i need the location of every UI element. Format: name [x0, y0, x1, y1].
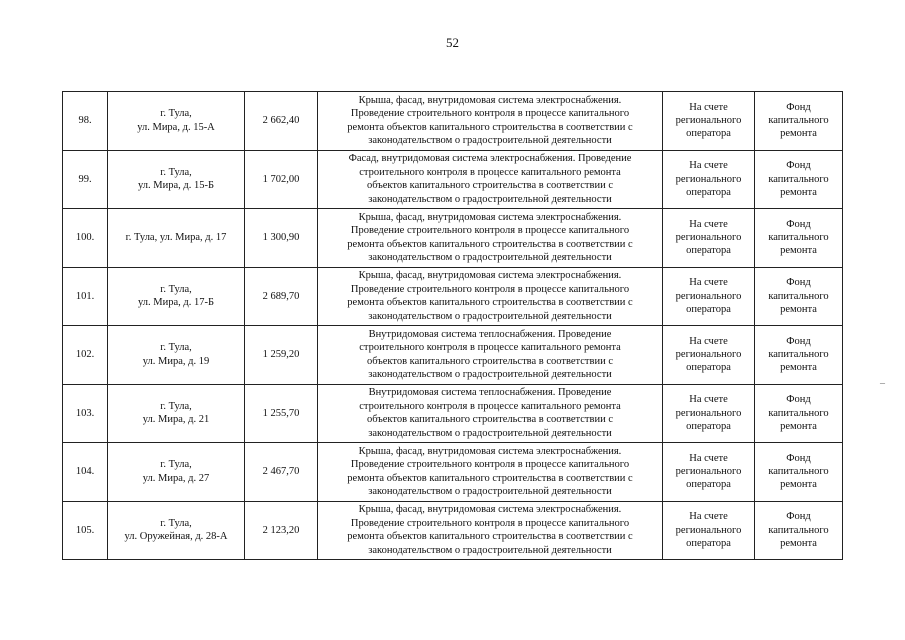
- address-cell: г. Тула, ул. Мира, д. 15-А: [108, 92, 245, 151]
- fund-cell: Фонд капитального ремонта: [755, 501, 843, 560]
- fund-cell: Фонд капитального ремонта: [755, 267, 843, 326]
- address-cell: г. Тула, ул. Мира, д. 15-Б: [108, 150, 245, 209]
- account-cell: На счете регионального оператора: [663, 443, 755, 502]
- amount-cell: 1 255,70: [245, 384, 318, 443]
- fund-cell: Фонд капитального ремонта: [755, 150, 843, 209]
- account-cell: На счете регионального оператора: [663, 267, 755, 326]
- row-number: 103.: [63, 384, 108, 443]
- row-number: 101.: [63, 267, 108, 326]
- fund-cell: Фонд капитального ремонта: [755, 209, 843, 268]
- row-number: 105.: [63, 501, 108, 560]
- table-row: [63, 209, 843, 268]
- work-description-cell: Крыша, фасад, внутридомовая система электроснабжения. Проведение строительного контроля в процессе капитального ремонта объектов капитального строительства в соответствии с законодательством о градостроительной деятельности: [318, 443, 663, 502]
- table-row: [63, 384, 843, 443]
- work-description-cell: Крыша, фасад, внутридомовая система электроснабжения. Проведение строительного контроля в процессе капитального ремонта объектов капитального строительства в соответствии с законодательством о градостроительной деятельности: [318, 501, 663, 560]
- row-number: 99.: [63, 150, 108, 209]
- work-description-cell: Крыша, фасад, внутридомовая система электроснабжения. Проведение строительного контроля в процессе капитального ремонта объектов капитального строительства в соответствии с законодательством о градостроительной деятельности: [318, 209, 663, 268]
- table-row: [63, 501, 843, 560]
- amount-cell: 1 259,20: [245, 326, 318, 385]
- table-row: [63, 267, 843, 326]
- work-description-cell: Крыша, фасад, внутридомовая система электроснабжения. Проведение строительного контроля в процессе капитального ремонта объектов капитального строительства в соответствии с законодательством о градостроительной деятельности: [318, 92, 663, 151]
- repair-program-table: [62, 91, 843, 560]
- fund-cell: Фонд капитального ремонта: [755, 443, 843, 502]
- page-number: 52: [446, 35, 459, 50]
- account-cell: На счете регионального оператора: [663, 150, 755, 209]
- amount-cell: 2 689,70: [245, 267, 318, 326]
- row-number: 100.: [63, 209, 108, 268]
- address-cell: г. Тула, ул. Мира, д. 21: [108, 384, 245, 443]
- table-row: [63, 443, 843, 502]
- work-description-cell: Внутридомовая система теплоснабжения. Проведение строительного контроля в процессе капитального ремонта объектов капитального строительства в соответствии с законодательством о градостроительной деятельности: [318, 384, 663, 443]
- work-description-cell: Крыша, фасад, внутридомовая система электроснабжения. Проведение строительного контроля в процессе капитального ремонта объектов капитального строительства в соответствии с законодательством о градостроительной деятельности: [318, 267, 663, 326]
- account-cell: На счете регионального оператора: [663, 384, 755, 443]
- table-row: [63, 326, 843, 385]
- amount-cell: 2 662,40: [245, 92, 318, 151]
- account-cell: На счете регионального оператора: [663, 501, 755, 560]
- amount-cell: 2 467,70: [245, 443, 318, 502]
- amount-cell: 1 702,00: [245, 150, 318, 209]
- amount-cell: 2 123,20: [245, 501, 318, 560]
- address-cell: г. Тула, ул. Мира, д. 19: [108, 326, 245, 385]
- address-cell: г. Тула, ул. Мира, д. 27: [108, 443, 245, 502]
- row-number: 102.: [63, 326, 108, 385]
- address-cell: г. Тула, ул. Мира, д. 17: [108, 209, 245, 268]
- row-number: 98.: [63, 92, 108, 151]
- account-cell: На счете регионального оператора: [663, 92, 755, 151]
- table-row: [63, 150, 843, 209]
- amount-cell: 1 300,90: [245, 209, 318, 268]
- table-row: [63, 92, 843, 151]
- address-cell: г. Тула, ул. Оружейная, д. 28-А: [108, 501, 245, 560]
- fund-cell: Фонд капитального ремонта: [755, 92, 843, 151]
- work-description-cell: Фасад, внутридомовая система электроснабжения. Проведение строительного контроля в процессе капитального ремонта объектов капитального строительства в соответствии с законодательством о градостроительной деятельности: [318, 150, 663, 209]
- account-cell: На счете регионального оператора: [663, 209, 755, 268]
- address-cell: г. Тула, ул. Мира, д. 17-Б: [108, 267, 245, 326]
- work-description-cell: Внутридомовая система теплоснабжения. Проведение строительного контроля в процессе капитального ремонта объектов капитального строительства в соответствии с законодательством о градостроительной деятельности: [318, 326, 663, 385]
- row-number: 104.: [63, 443, 108, 502]
- account-cell: На счете регионального оператора: [663, 326, 755, 385]
- fund-cell: Фонд капитального ремонта: [755, 384, 843, 443]
- margin-dash: –: [880, 378, 885, 389]
- fund-cell: Фонд капитального ремонта: [755, 326, 843, 385]
- table-body: [63, 92, 843, 560]
